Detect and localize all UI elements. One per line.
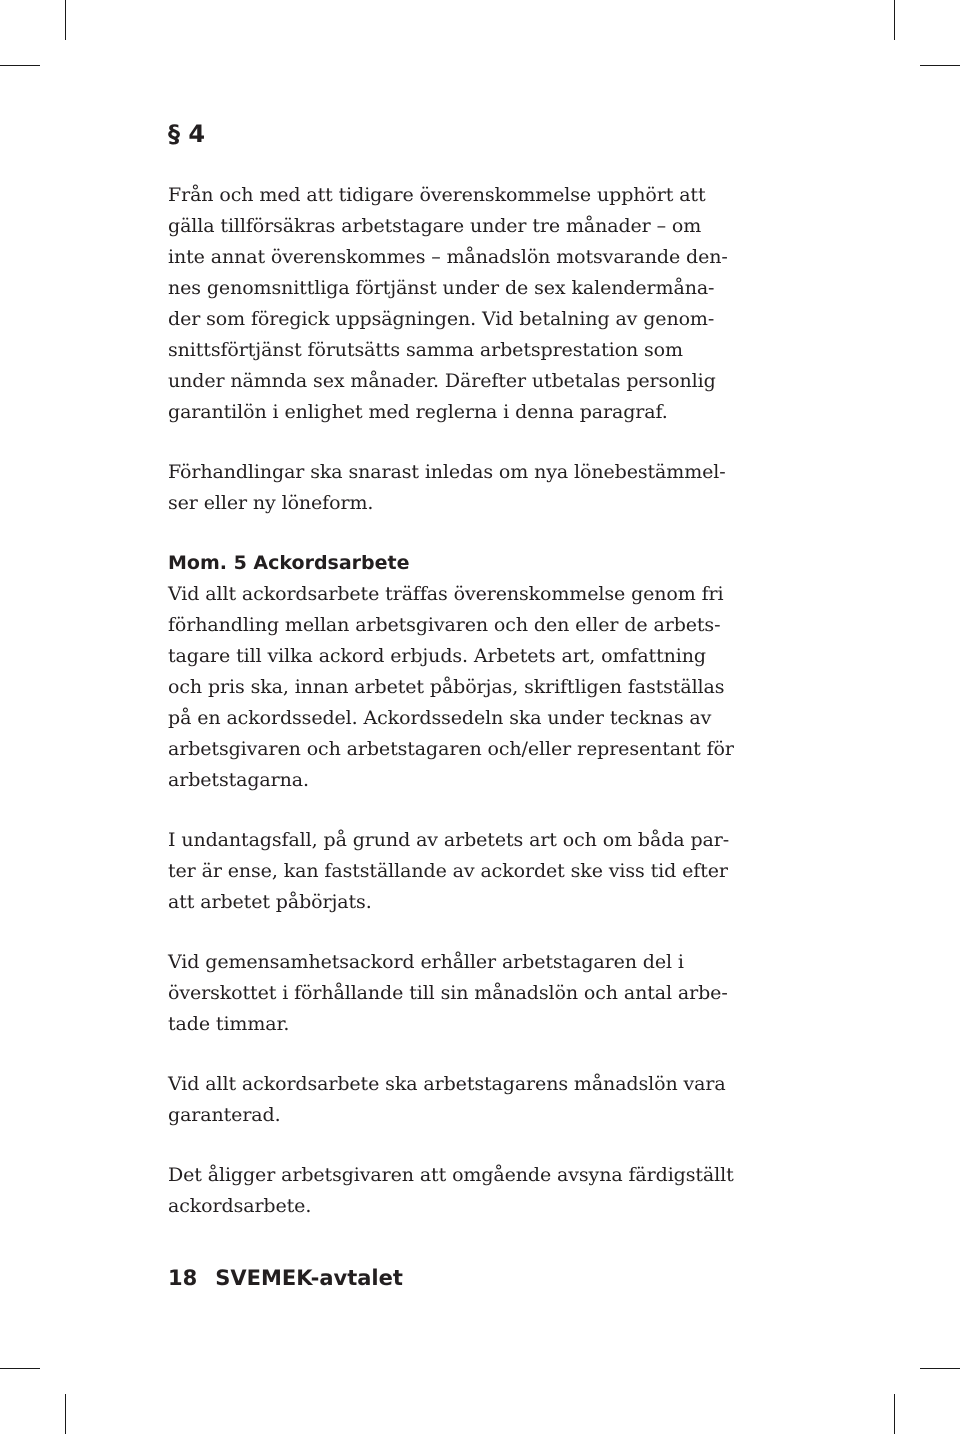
paragraph-guarantee-pay: Från och med att tidigare överenskommelse upphört att gälla tillförsäkras arbetstagare under tre månader – om inte annat överenskommes – månadslön motsvarande den- nes genomsnittliga förtjänst under de sex kalendermåna- der som föregick uppsägningen. Vid betalning av genom- snittsförtjänst förutsätts samma arbetsprestation som under nämnda sex månader. Därefter utbetalas personlig garantilön i enlighet med reglerna i denna paragraf. — [168, 184, 728, 423]
crop-mark-top-right-vertical — [894, 0, 895, 40]
mom-heading: Mom. 5 Ackordsarbete — [168, 552, 410, 574]
crop-mark-top-left-vertical — [65, 0, 66, 40]
section-heading: § 4 — [168, 120, 206, 148]
document-title: SVEMEK-avtalet — [215, 1266, 403, 1290]
paragraph-inspection: Det åligger arbetsgivaren att omgående avsyna färdigställt ackordsarbete. — [168, 1164, 734, 1217]
crop-mark-bottom-right-vertical — [894, 1394, 895, 1434]
page-content — [168, 118, 828, 1222]
crop-mark-bottom-right-horizontal — [920, 1368, 960, 1369]
crop-mark-top-left-horizontal — [0, 65, 40, 66]
crop-mark-bottom-left-vertical — [65, 1394, 66, 1434]
crop-mark-top-right-horizontal — [920, 65, 960, 66]
paragraph-exceptions: I undantagsfall, på grund av arbetets art och om båda par- ter är ense, kan fastställande av ackordet ske viss tid efter att arbetet påbörjats. — [168, 829, 730, 913]
paragraph-guaranteed-salary: Vid allt ackordsarbete ska arbetstagarens månadslön vara garanterad. — [168, 1073, 726, 1126]
paragraph-piecework-agreement: Vid allt ackordsarbete träffas överenskommelse genom fri förhandling mellan arbetsgivaren och den eller de arbets- tagare till vilka ackord erbjuds. Arbetets art, omfattning och pris ska, innan arbetet påbörjas, skriftligen fastställas på en ackordssedel. Ackordssedeln ska under tecknas av arbetsgivaren och arbetstagaren och/eller representant för arbetstagarna. — [168, 583, 734, 791]
paragraph-joint-piecework: Vid gemensamhetsackord erhåller arbetstagaren del i överskottet i förhållande till sin månadslön och antal arbe- tade timmar. — [168, 951, 728, 1035]
page-footer — [168, 1264, 403, 1292]
page-number: 18 — [168, 1266, 198, 1290]
crop-mark-bottom-left-horizontal — [0, 1368, 40, 1369]
paragraph-negotiations: Förhandlingar ska snarast inledas om nya lönebestämmel- ser eller ny löneform. — [168, 461, 726, 514]
